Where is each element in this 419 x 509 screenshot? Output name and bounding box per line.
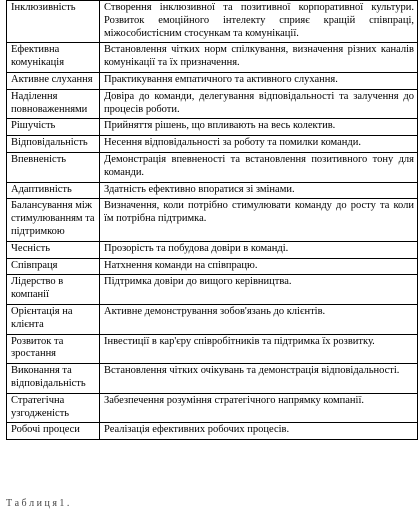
competency-name: Відповідальність: [7, 136, 100, 153]
competency-description: Практикування емпатичного та активного слухання.: [100, 72, 418, 89]
competency-description: Встановлення чітких норм спілкування, визначення різних каналів комунікації та їх призначення.: [100, 43, 418, 73]
competency-name: Виконання та відповідальність: [7, 364, 100, 394]
competency-description: Активне демонстрування зобов'язань до клієнтів.: [100, 304, 418, 334]
table-row: [7, 119, 418, 136]
table-row: [7, 1, 418, 43]
table-row: [7, 199, 418, 241]
cut-off-caption: Т а б л и ц я 1 .: [6, 498, 70, 509]
table-row: [7, 304, 418, 334]
table-row: [7, 393, 418, 423]
competency-description: Реалізація ефективних робочих процесів.: [100, 423, 418, 440]
table-row: [7, 182, 418, 199]
table-row: [7, 334, 418, 364]
table-row: [7, 152, 418, 182]
competency-description: Натхнення команди на співпрацю.: [100, 258, 418, 275]
competency-name: Інклюзивність: [7, 1, 100, 43]
competency-description: Демонстрація впевненості та встановлення позитивного тону для команди.: [100, 152, 418, 182]
competency-name: Розвиток та зростання: [7, 334, 100, 364]
table-row: [7, 136, 418, 153]
competency-description: Забезпечення розуміння стратегічного напрямку компанії.: [100, 393, 418, 423]
table-body: [7, 1, 418, 440]
competency-description: Довіра до команди, делегування відповідальності та залучення до процесів роботи.: [100, 89, 418, 119]
table-row: [7, 364, 418, 394]
competency-description: Прозорість та побудова довіри в команді.: [100, 241, 418, 258]
competency-name: Балансування між стимулюванням та підтримкою: [7, 199, 100, 241]
table-row: [7, 275, 418, 305]
competencies-table: [6, 0, 418, 440]
table-row: [7, 258, 418, 275]
competency-name: Орієнтація на клієнта: [7, 304, 100, 334]
competency-name: Співпраця: [7, 258, 100, 275]
table-row: [7, 241, 418, 258]
table-row: [7, 89, 418, 119]
table-row: [7, 423, 418, 440]
competency-description: Прийняття рішень, що впливають на весь колектив.: [100, 119, 418, 136]
table-row: [7, 72, 418, 89]
competency-name: Робочі процеси: [7, 423, 100, 440]
competency-description: Підтримка довіри до вищого керівництва.: [100, 275, 418, 305]
competency-name: Активне слухання: [7, 72, 100, 89]
competency-name: Наділення повноваженнями: [7, 89, 100, 119]
competency-description: Здатність ефективно впоратися зі змінами.: [100, 182, 418, 199]
competency-name: Адаптивність: [7, 182, 100, 199]
competency-name: Рішучість: [7, 119, 100, 136]
competency-description: Визначення, коли потрібно стимулювати команду до росту та коли їм потрібна підтримка.: [100, 199, 418, 241]
competency-name: Ефективна комунікація: [7, 43, 100, 73]
competency-description: Несення відповідальності за роботу та помилки команди.: [100, 136, 418, 153]
competency-description: Встановлення чітких очікувань та демонстрація відповідальності.: [100, 364, 418, 394]
competency-description: Створення інклюзивної та позитивної корпоративної культури. Розвиток емоційного інтелекту сприяє кращій співпраці, міжособистісним стосункам та комунікації.: [100, 1, 418, 43]
competency-name: Стратегічна узгодженість: [7, 393, 100, 423]
competency-description: Інвестиції в кар'єру співробітників та підтримка їх розвитку.: [100, 334, 418, 364]
competency-name: Впевненість: [7, 152, 100, 182]
competency-name: Лідерство в компанії: [7, 275, 100, 305]
competency-name: Чесність: [7, 241, 100, 258]
table-row: [7, 43, 418, 73]
